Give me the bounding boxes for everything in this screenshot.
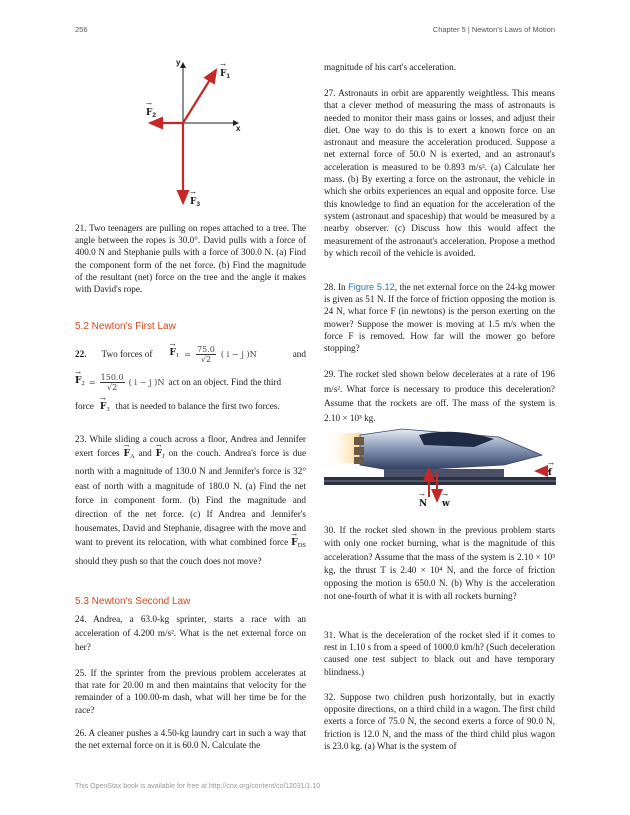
problem-31: 31. What is the deceleration of the rocket sled if it comes to rest in 1.10 s from a speed of 1000.0 km/h? (Such deceleration caused one test subject to black out and have temporary blindness.) xyxy=(324,630,555,677)
section-5-2-heading: 5.2 Newton's First Law xyxy=(75,321,176,332)
problem-23: 23. While sliding a couch across a floor, Andrea and Jennifer exert forces → $F_A$ and → $F_J$ on the couch. Andrea's force is due north with a magnitude of 130.0 N and Jennifer's force is 32° east of north with a magnitude of 180.0 N. (a) Find the net force in component form. (b) Find the magnitude and direction of the net force. (c) If Andrea and Jennifer's housemates, David and Stephanie, disagree with the move and want to prevent its relocation, with what combined force → $F_{DS}$ should they push so that the couch does not move? xyxy=(75,432,306,568)
x-axis-label: x xyxy=(236,124,241,133)
problem-24: 24. Andrea, a 63.0-kg sprinter, starts a race with an acceleration of 4.200 m/s². What is the net external force on her? xyxy=(75,614,306,652)
problem-22-line3: force → $F_3$ that is needed to balance the first two forces. xyxy=(75,400,306,416)
problem-25: 25. If the sprinter from the previous problem accelerates at that rate for 20.00 m and then maintains that velocity for the remainder of a 100.00-m dash, what will her time be for the race? xyxy=(75,668,306,715)
problem-22-line2: → $F_2$ = $\frac{150.0}{√2}$ ( i − j )N act on an object. Find the third xyxy=(75,370,306,395)
friction-label: → f xyxy=(548,467,552,478)
problem-26-continued: magnitude of his cart's acceleration. xyxy=(324,62,457,72)
f1-label: → $F_1$ xyxy=(220,68,230,80)
y-axis-label: y xyxy=(176,58,181,67)
problem-21: 21. Two teenagers are pulling on ropes attached to a tree. The angle between the ropes is 30.0°. David pulls with a force of 400.0 N and Stephanie pulls with a force of 300.0 N. (a) Find the component form of the net force. (b) Find the magnitude of the resultant (net) force on the tree and the angle it makes with David's rope. xyxy=(75,223,306,295)
figure-5-12-link[interactable]: Figure 5.12 xyxy=(348,282,395,292)
page-number: 256 xyxy=(75,25,88,34)
problem-26: 26. A cleaner pushes a 4.50-kg laundry cart in such a way that the net external force on it is 60.0 N. Calculate the xyxy=(75,728,306,751)
weight-label: → w xyxy=(442,498,450,509)
problem-32: 32. Suppose two children push horizontally, but in exactly opposite directions, on a third child in a wagon. The first child exerts a force of 75.0 N, the second exerts a force of 90.0 N, friction is 12.0 N, and the mass of the third child plus wagon is 23.0 kg. (a) What is the system of xyxy=(324,692,555,751)
problem-30: 30. If the rocket sled shown in the previous problem starts with only one rocket burning, what is the magnitude of this acceleration? Assume that the mass of the system is 2.10 × 10³ kg, the thrust T is 2.40 × 10⁴ N, and the force of friction opposing the motion is 650.0 N. (b) Why is the acceleration not one-fourth of what it is with all rockets burning? xyxy=(324,525,555,602)
f2-label: → $F_2$ xyxy=(146,107,156,119)
problem-29: 29. The rocket sled shown below decelerates at a rate of 196 m/s². What force is necessary to produce this deceleration? Assume that the rockets are off. The mass of the system is 2.10 × 10³ kg. xyxy=(324,369,555,423)
footer-notice: This OpenStax book is available for free at http://cnx.org/content/col12031/1.10 xyxy=(75,783,321,790)
f3-label: → $F_3$ xyxy=(190,196,200,208)
f1-arrow xyxy=(183,70,216,123)
section-5-3-heading: 5.3 Newton's Second Law xyxy=(75,596,191,607)
problem-22-line1: 22. Two forces of → $F_1$ = $\frac{75.0}{√2}$ ( i − j )N and xyxy=(75,342,306,367)
normal-label: → N xyxy=(419,498,427,509)
problem-27: 27. Astronauts in orbit are apparently weightless. This means that a clever method of measuring the mass of astronauts is needed to monitor their mass gains or losses, and adjust their diet. One way to do this is to exert a known force on an astronaut and measure the acceleration produced. Suppose a net external force of 50.0 N is exerted, and an astronaut's acceleration is measured to be 0.893 m/s². (a) Calculate her mass. (b) By exerting a force on the astronaut, the vehicle in which she orbits experiences an equal and opposite force. Use this knowledge to find an equation for the acceleration of the system (astronaut and spaceship) that would be measured by a nearby observer. (c) Discuss how this would affect the measurement of the astronaut's acceleration. Propose a method by which recoil of the vehicle is avoided. xyxy=(324,88,555,258)
problem-28: 28. In Figure 5.12, the net external force on the 24-kg mower is given as 51 N. If the force of friction opposing the motion is 24 N, what force F (in newtons) is the person exerting on the mower? Suppose the mower is moving at 1.5 m/s when the force F is removed. How far will the mower go before stopping? xyxy=(324,282,556,354)
rocket-sled-illustration xyxy=(324,425,556,515)
chapter-title: Chapter 5 | Newton's Laws of Motion xyxy=(432,25,555,34)
